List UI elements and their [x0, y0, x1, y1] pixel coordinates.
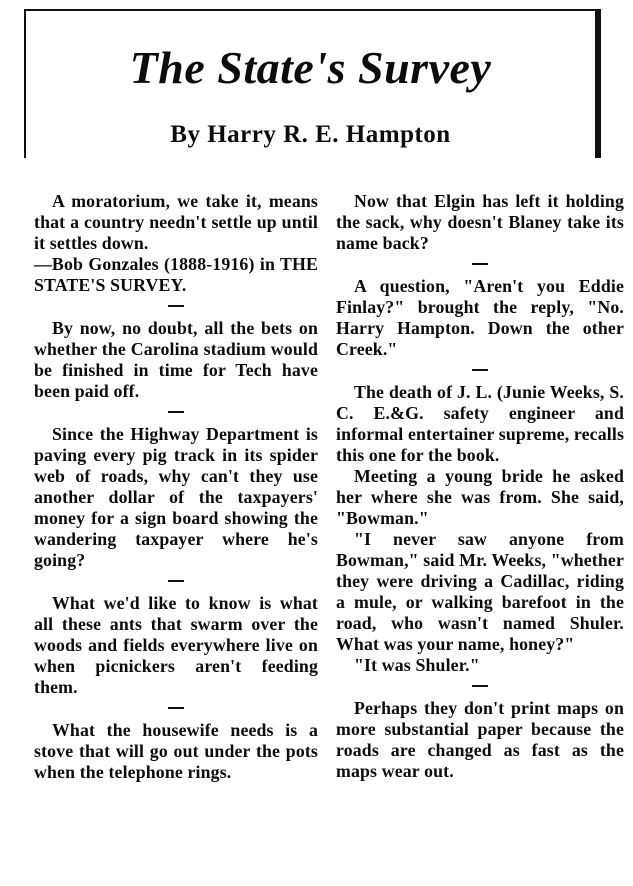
attribution-paragraph: —Bob Gonzales (1888-1916) in THE STATE'S SURVEY.: [34, 254, 318, 295]
column-paragraph: Now that Elgin has left it holding the sack, why doesn't Blaney take its name back?: [336, 191, 624, 253]
item-separator: [168, 580, 184, 582]
column-paragraph: A moratorium, we take it, means that a country needn't settle up until it settles down.: [34, 191, 318, 253]
column-paragraph: Meeting a young bride he asked her where she was from. She said, "Bowman.": [336, 466, 624, 528]
column-paragraph: A question, "Aren't you Eddie Finlay?" brought the reply, "No. Harry Hampton. Down the other Creek.": [336, 276, 624, 359]
right-column: [336, 191, 624, 782]
item-separator: [472, 685, 488, 687]
column-paragraph: Perhaps they don't print maps on more substantial paper because the roads are changed as fast as the maps wear out.: [336, 698, 624, 781]
item-separator: [168, 707, 184, 709]
column-paragraph: "I never saw anyone from Bowman," said Mr. Weeks, "whether they were driving a Cadillac, riding a mule, or walking barefoot in the road, who wasn't named Shuler. What was your name, honey?": [336, 529, 624, 654]
left-column: [34, 191, 318, 783]
byline: By Harry R. E. Hampton: [170, 121, 451, 148]
column-paragraph: By now, no doubt, all the bets on whether the Carolina stadium would be finished in time for Tech have been paid off.: [34, 318, 318, 401]
item-separator: [168, 411, 184, 413]
column-paragraph: Since the Highway Department is paving every pig track in its spider web of roads, why can't they use another dollar of the taxpayers' money for a sign board showing the wandering taxpayer where he's going?: [34, 424, 318, 570]
column-paragraph: What we'd like to know is what all these ants that swarm over the woods and fields everywhere live on when picnickers aren't feeding them.: [34, 593, 318, 697]
masthead-box: [24, 9, 601, 158]
column-paragraph: The death of J. L. (Junie Weeks, S. C. E.&G. safety engineer and informal entertainer supreme, recalls this one for the book.: [336, 382, 625, 465]
headline: The State's Survey: [129, 42, 492, 93]
item-separator: [168, 305, 184, 307]
column-paragraph: What the housewife needs is a stove that will go out under the pots when the telephone rings.: [34, 720, 318, 782]
item-separator: [472, 369, 488, 371]
column-paragraph: "It was Shuler.": [354, 655, 480, 675]
item-separator: [472, 263, 488, 265]
